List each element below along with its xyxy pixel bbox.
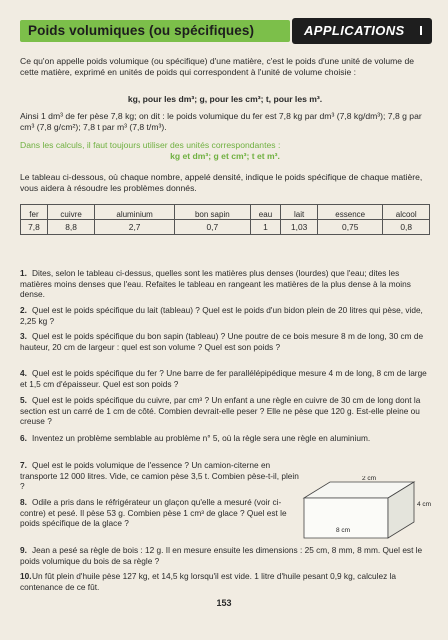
question-number: 2. [20, 305, 27, 315]
question-10 [20, 571, 432, 592]
density-header-row [21, 205, 430, 220]
density-header: essence [318, 205, 383, 220]
question-text: Inventez un problème semblable au problème n° 5, où la règle sera une règle en aluminium. [32, 433, 371, 443]
green-note: Dans les calculs, il faut toujours utiliser des unités correspondantes : [20, 140, 281, 150]
dimension-label-right: 4 cm [417, 501, 432, 508]
question-number: 9. [20, 545, 27, 555]
density-value: 0,7 [174, 220, 250, 235]
intro-paragraph-3: Le tableau ci-dessous, où chaque nombre, appelé densité, indique le poids spécifique de chaque matière, vous aidera à résoudre les problèmes donnés. [20, 172, 423, 193]
question-6 [20, 433, 432, 444]
density-value: 8,8 [47, 220, 94, 235]
density-header: cuivre [47, 205, 94, 220]
density-table [20, 204, 430, 235]
question-text: Dites, selon le tableau ci-dessus, quelles sont les matières plus denses (lourdes) que l'eau; dites les matières moins denses que l'eau. Refaites le tableau en rangeant les matières de la plus dense à la moins dense. [20, 268, 411, 300]
question-number: 1. [20, 268, 27, 278]
units-line: kg, pour les dm³; g, pour les cm³; t, pour les m³. [127, 94, 323, 104]
density-value: 2,7 [95, 220, 175, 235]
question-number: 3. [20, 331, 27, 341]
question-number: 4. [20, 368, 27, 378]
question-number: 6. [20, 433, 27, 443]
question-9 [20, 545, 432, 566]
ice-cube-figure [296, 476, 436, 548]
question-number: 7. [20, 460, 27, 470]
question-text: Quel est le poids spécifique du fer ? Une barre de fer parallélépipédique mesure 4 m de long, 8 cm de large et 1,5 cm d'épaisseur. Quel est son poids ? [20, 368, 427, 389]
title-banner [20, 20, 290, 42]
question-text: Quel est le poids spécifique du lait (tableau) ? Quel est le poids d'un bidon plein de 20 litres qui pèse, vide, 2,25 kg ? [20, 305, 423, 326]
question-text: Odile a pris dans le réfrigérateur un glaçon qu'elle a mesuré (voir ci-contre) et pesé. Il pèse 53 g. Combien pèse 1 cm³ de glace ? Quel est le poids spécifique de la glace ? [20, 497, 287, 529]
dimension-label-front: 8 cm [336, 527, 351, 534]
section-label: APPLICATIONS [304, 23, 405, 38]
dimension-label-top: 2 cm [362, 476, 377, 482]
question-number: 8. [20, 497, 27, 507]
question-2 [20, 305, 432, 326]
question-8 [20, 497, 290, 529]
density-header: eau [250, 205, 281, 220]
question-3 [20, 331, 432, 352]
section-banner [292, 18, 432, 44]
page-number: 153 [216, 598, 232, 608]
density-value: 0,8 [383, 220, 430, 235]
density-header: fer [21, 205, 48, 220]
question-5 [20, 395, 432, 427]
density-value: 0,75 [318, 220, 383, 235]
green-units: kg et dm³; g et cm³; t et m³. [170, 151, 280, 161]
question-7 [20, 460, 300, 492]
density-value-row [21, 220, 430, 235]
question-number: 10. [20, 571, 32, 581]
question-text: Un fût plein d'huile pèse 127 kg, et 14,5 kg lorsqu'il est vide. 1 litre d'huile pesant 0,9 kg, calculez la contenance de ce fût. [20, 571, 397, 592]
question-text: Jean a pesé sa règle de bois : 12 g. Il en mesure ensuite les dimensions : 25 cm, 8 mm, 8 mm. Quel est le poids volumique du bois de sa règle ? [20, 545, 423, 566]
question-text: Quel est le poids volumique de l'essence ? Un camion-citerne en transporte 12 000 litres. Vide, ce camion pèse 3,5 t. Combien pèse-t-il, plein ? [20, 460, 299, 492]
density-header: lait [281, 205, 318, 220]
density-value: 1 [250, 220, 281, 235]
density-header: aluminium [95, 205, 175, 220]
question-1 [20, 268, 432, 300]
density-header: bon sapin [174, 205, 250, 220]
page-title: Poids volumiques (ou spécifiques) [28, 23, 255, 38]
question-text: Quel est le poids spécifique du cuivre, par cm³ ? Un enfant a une règle en cuivre de 30 cm de long dont la section est un carré de 1 cm de côté. Combien devrait-elle peser ? Elle ne pèse que 120 g. Est-elle pleine ou creuse ? [20, 395, 421, 427]
question-text: Quel est le poids spécifique du bon sapin (tableau) ? Une poutre de ce bois mesure 8 m de long, 30 cm de hauteur, 20 cm de largeur : quel est son volume ? Quel est son poids ? [20, 331, 424, 352]
banner-tick [420, 26, 422, 35]
intro-paragraph-2: Ainsi 1 dm³ de fer pèse 7,8 kg; on dit : le poids volumique du fer est 7,8 kg par dm³ (7,8 kg/dm³); 7,8 g par cm³ (7,8 g/cm²); 7,8 t par m³ (7,8 t/m³). [20, 111, 422, 132]
intro-paragraph-1: Ce qu'on appelle poids volumique (ou spécifique) d'une matière, c'est le poids d'une unité de volume de cette matière, exprimé en unités de poids qui correspondent à l'unité de volume choisie : [20, 56, 415, 77]
question-number: 5. [20, 395, 27, 405]
density-value: 1,03 [281, 220, 318, 235]
density-value: 7,8 [21, 220, 48, 235]
question-4 [20, 368, 432, 389]
density-header: alcool [383, 205, 430, 220]
